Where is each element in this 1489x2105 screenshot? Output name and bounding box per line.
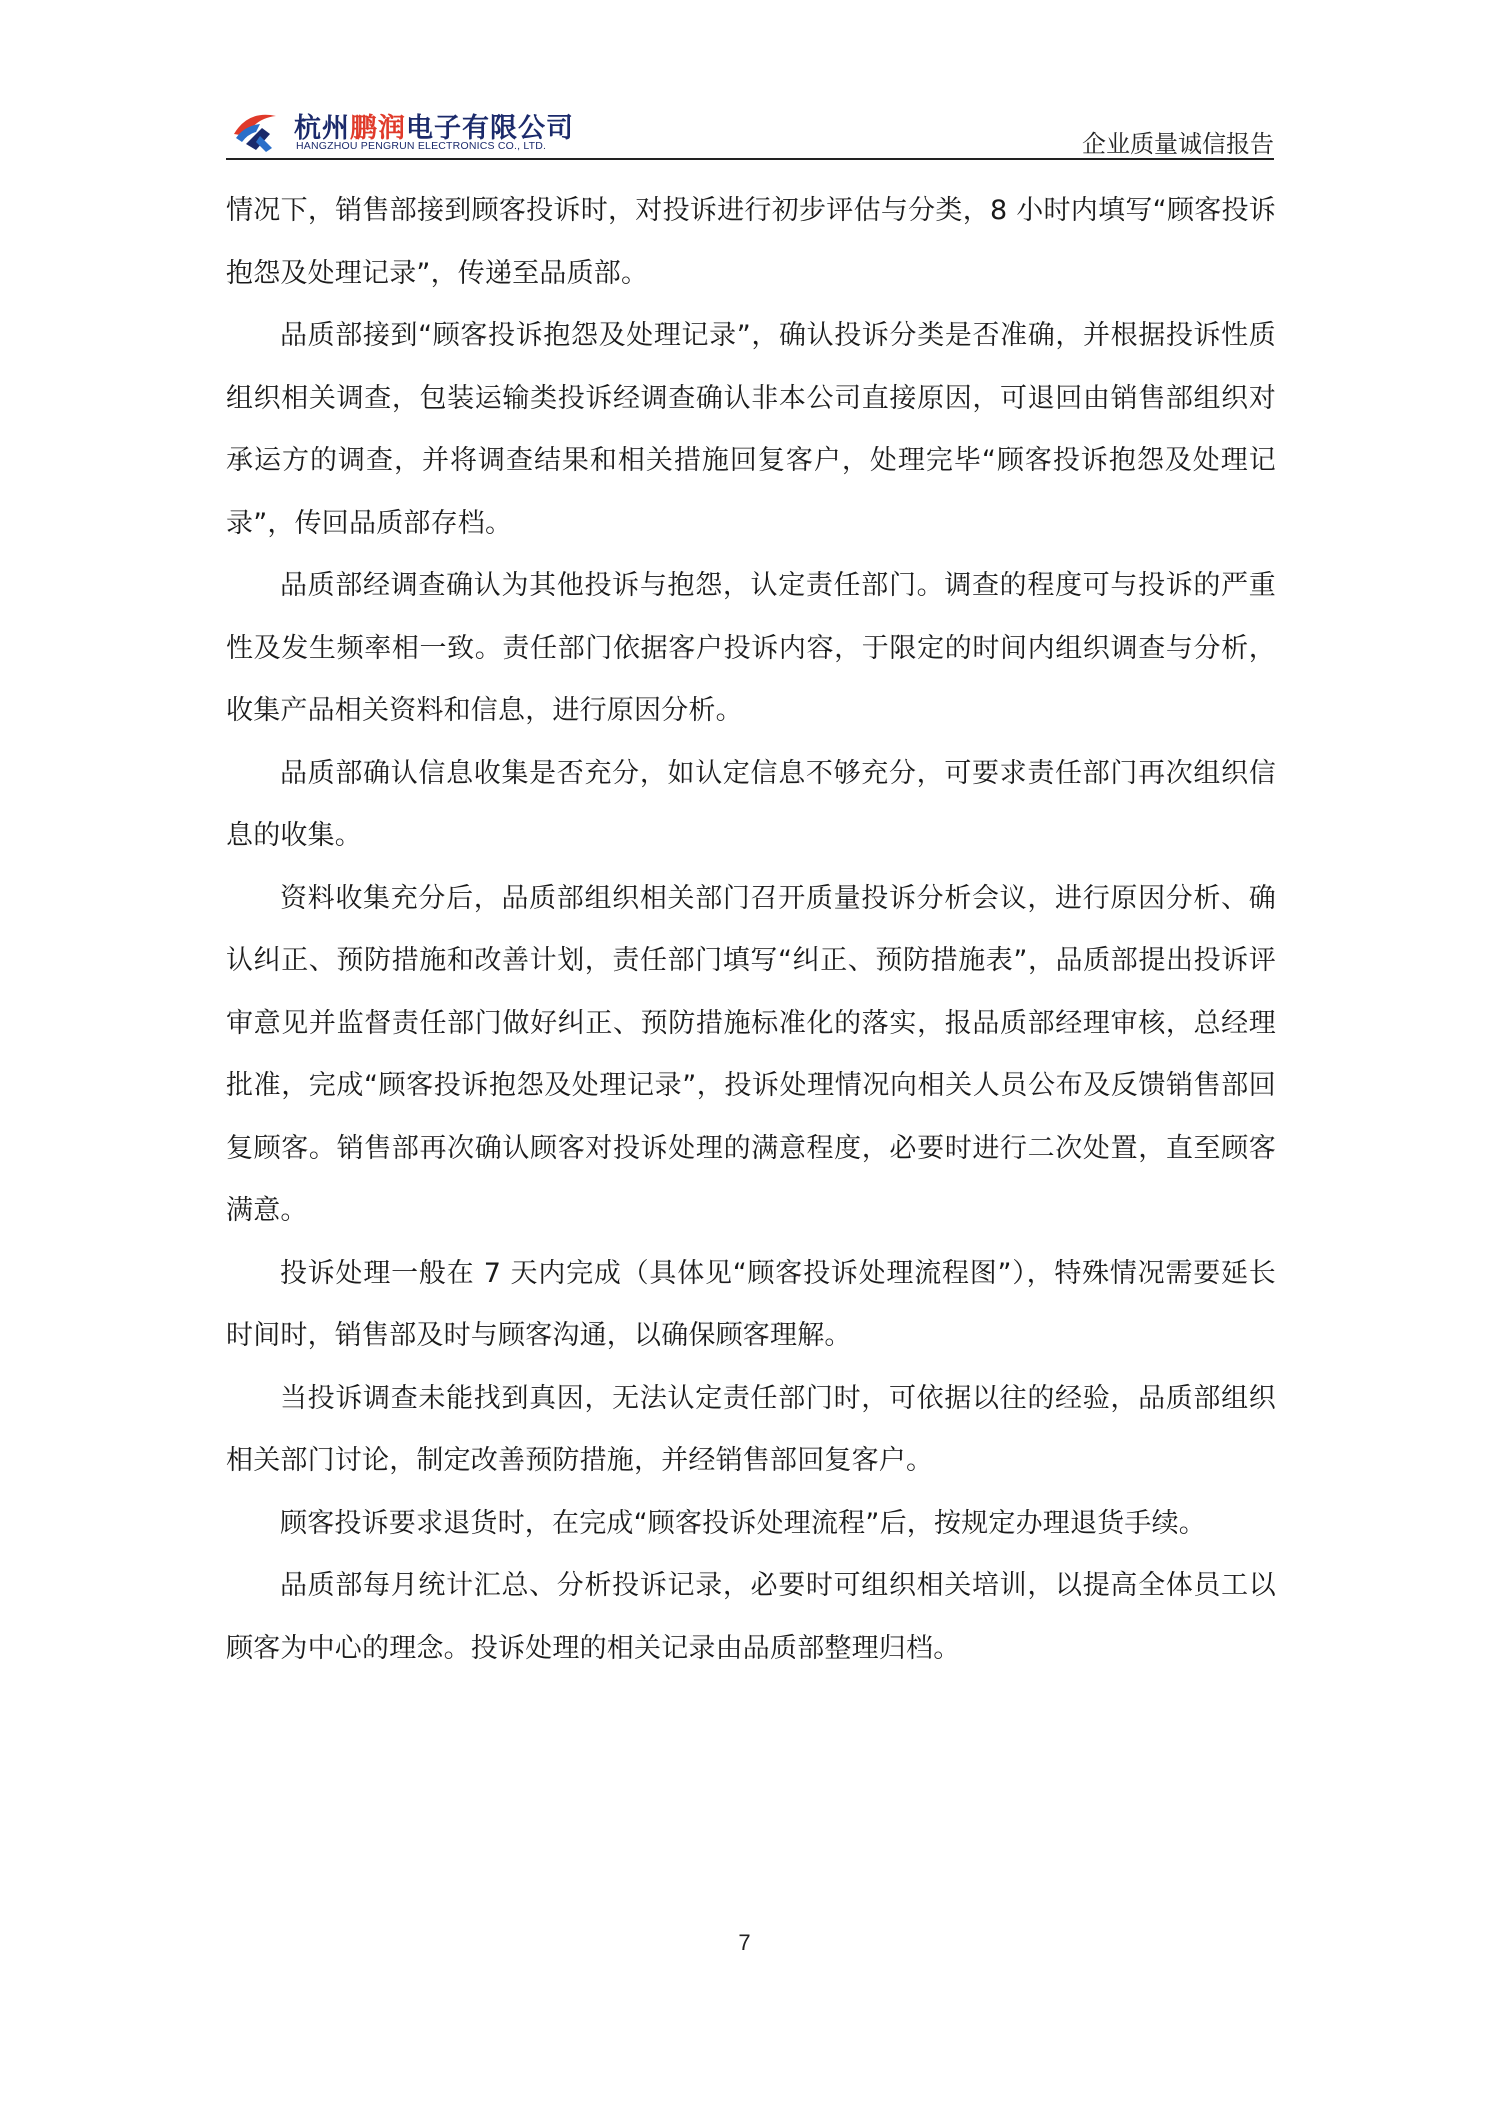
paragraph-2: 品质部接到“顾客投诉抱怨及处理记录”，确认投诉分类是否准确，并根据投诉性质组织相关调查，包装运输类投诉经调查确认非本公司直接原因，可退回由销售部组织对承运方的调查，并将调查结果和相关措施回复客户，处理完毕“顾客投诉抱怨及处理记录”，传回品质部存档。 xyxy=(226,320,1276,539)
company-name-en: HANGZHOU PENGRUN ELECTRONICS CO., LTD. xyxy=(296,140,547,152)
header-divider xyxy=(226,158,1274,160)
paragraph-8: 顾客投诉要求退货时，在完成“顾客投诉处理流程”后，按规定办理退货手续。 xyxy=(280,1507,1206,1539)
company-name-accent: 鹏润 xyxy=(350,113,406,144)
page-header xyxy=(226,100,1274,158)
paragraph-9: 品质部每月统计汇总、分析投诉记录，必要时可组织相关培训，以提高全体员工以顾客为中心的理念。投诉处理的相关记录由品质部整理归档。 xyxy=(226,1570,1276,1664)
paragraph-5: 资料收集充分后，品质部组织相关部门召开质量投诉分析会议，进行原因分析、确认纠正、预防措施和改善计划，责任部门填写“纠正、预防措施表”，品质部提出投诉评审意见并监督责任部门做好纠正、预防措施标准化的落实，报品质部经理审核，总经理批准，完成“顾客投诉抱怨及处理记录”，投诉处理情况向相关人员公布及反馈销售部回复顾客。销售部再次确认顾客对投诉处理的满意程度，必要时进行二次处置，直至顾客满意。 xyxy=(226,882,1276,1226)
paragraph-7: 当投诉调查未能找到真因，无法认定责任部门时，可依据以往的经验，品质部组织相关部门讨论，制定改善预防措施，并经销售部回复客户。 xyxy=(226,1382,1276,1476)
document-body xyxy=(226,180,1276,1680)
company-logo-icon xyxy=(226,104,286,156)
company-name-prefix: 杭州 xyxy=(294,113,350,144)
report-title: 企业质量诚信报告 xyxy=(1082,130,1274,158)
paragraph-3: 品质部经调查确认为其他投诉与抱怨，认定责任部门。调查的程度可与投诉的严重性及发生频率相一致。责任部门依据客户投诉内容，于限定的时间内组织调查与分析，收集产品相关资料和信息，进行原因分析。 xyxy=(226,570,1276,726)
company-name-suffix: 电子有限公司 xyxy=(406,113,574,144)
page-number: 7 xyxy=(738,1930,751,1955)
paragraph-1: 情况下，销售部接到顾客投诉时，对投诉进行初步评估与分类，8 小时内填写“顾客投诉抱怨及处理记录”，传递至品质部。 xyxy=(226,195,1276,289)
paragraph-4: 品质部确认信息收集是否充分，如认定信息不够充分，可要求责任部门再次组织信息的收集。 xyxy=(226,757,1276,851)
paragraph-6: 投诉处理一般在 7 天内完成（具体见“顾客投诉处理流程图”），特殊情况需要延长时间时，销售部及时与顾客沟通，以确保顾客理解。 xyxy=(226,1257,1276,1351)
